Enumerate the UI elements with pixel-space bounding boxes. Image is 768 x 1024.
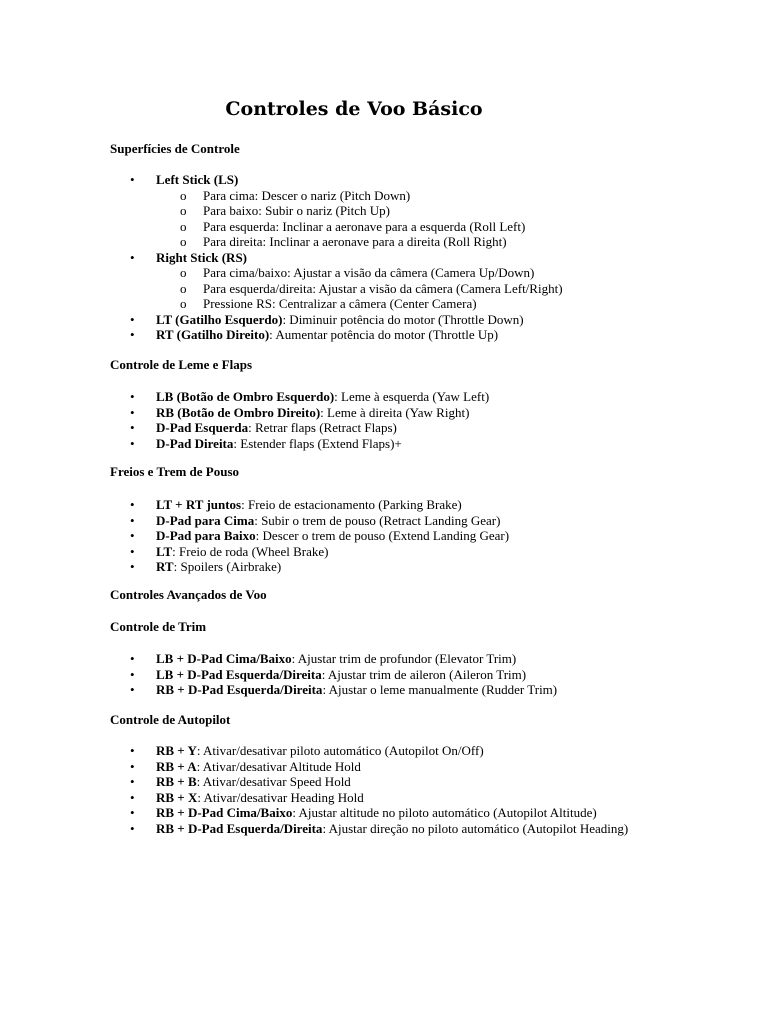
bullet-list	[0, 651, 768, 698]
control-key: Right Stick (RS)	[156, 249, 248, 265]
control-description: : Estender flaps (Extend Flaps)+	[233, 435, 402, 451]
control-key: LB + D-Pad Cima/Baixo	[156, 651, 292, 666]
control-key: LT + RT juntos	[156, 497, 242, 512]
control-description: : Ativar/desativar piloto automático (Autopilot On/Off)	[196, 743, 484, 758]
control-description: : Aumentar potência do motor (Throttle Up)	[269, 327, 499, 342]
list-item	[0, 743, 768, 759]
sub-list	[156, 188, 768, 250]
control-description: : Leme à direita (Yaw Right)	[320, 404, 470, 420]
control-description: : Ajustar trim de aileron (Aileron Trim)	[321, 666, 527, 682]
list-item	[0, 513, 768, 529]
control-key: RT (Gatilho Direito)	[156, 327, 270, 342]
bullet-list	[0, 389, 768, 451]
control-key: RB + D-Pad Esquerda/Direita	[156, 820, 323, 836]
control-key: RB + B	[156, 774, 197, 789]
section-heading: Superfícies de Controle	[110, 141, 240, 156]
list-item	[0, 405, 768, 421]
control-key: RB + Y	[156, 743, 197, 758]
section-heading: Controle de Autopilot	[110, 712, 231, 727]
page-title: Controles de Voo Básico	[225, 98, 483, 120]
control-key: RB + D-Pad Esquerda/Direita	[156, 682, 323, 697]
list-item	[0, 312, 768, 328]
list-item	[0, 389, 768, 405]
section-heading: Controle de Trim	[110, 619, 207, 634]
control-description: : Ativar/desativar Altitude Hold	[196, 758, 361, 774]
sub-list-item: o Para direita: Inclinar a aeronave para a direita (Roll Right)	[156, 234, 768, 250]
control-key: D-Pad para Cima	[156, 512, 255, 528]
control-description: : Ajustar direção no piloto automático (Autopilot Heading)	[322, 820, 629, 836]
control-description: : Freio de estacionamento (Parking Brake)	[241, 497, 462, 512]
section-heading: Controle de Leme e Flaps	[110, 357, 253, 372]
section-heading: Controles Avançados de Voo	[110, 587, 267, 602]
control-key: LT (Gatilho Esquerdo)	[156, 311, 283, 327]
control-key: D-Pad para Baixo	[156, 528, 256, 543]
control-description: : Descer o trem de pouso (Extend Landing Gear)	[255, 528, 510, 543]
control-key: RB + X	[156, 789, 198, 805]
bullet-list	[0, 743, 768, 836]
control-key: RB + A	[156, 758, 197, 774]
control-description: : Retrar flaps (Retract Flaps)	[248, 420, 397, 435]
control-description: : Diminuir potência do motor (Throttle Down)	[282, 311, 524, 327]
control-key: D-Pad Direita	[156, 435, 234, 451]
sub-list-item: o Para esquerda: Inclinar a aeronave para a esquerda (Roll Left)	[156, 219, 768, 235]
control-key: Left Stick (LS)	[156, 172, 239, 187]
list-item	[0, 774, 768, 790]
control-description: : Ajustar trim de profundor (Elevator Trim)	[291, 651, 517, 666]
list-item	[0, 682, 768, 698]
control-description: : Ajustar altitude no piloto automático (Autopilot Altitude)	[292, 805, 597, 820]
section-heading: Freios e Trem de Pouso	[110, 464, 240, 479]
control-key: LB + D-Pad Esquerda/Direita	[156, 666, 322, 682]
list-item	[0, 497, 768, 513]
list-item	[0, 420, 768, 436]
control-description: : Ativar/desativar Heading Hold	[197, 789, 364, 805]
list-item	[0, 759, 768, 775]
list-item	[0, 651, 768, 667]
list-item	[0, 790, 768, 806]
control-description: : Subir o trem de pouso (Retract Landing Gear)	[254, 512, 501, 528]
sub-list	[156, 265, 768, 312]
list-item	[0, 436, 768, 452]
control-key: RT	[156, 559, 174, 574]
list-item	[0, 821, 768, 837]
control-key: RB (Botão de Ombro Direito)	[156, 404, 321, 420]
control-description: : Freio de roda (Wheel Brake)	[172, 543, 329, 559]
control-key: LB (Botão de Ombro Esquerdo)	[156, 389, 335, 404]
list-item	[0, 667, 768, 683]
control-description: : Ajustar o leme manualmente (Rudder Trim)	[322, 682, 558, 697]
bullet-list	[0, 497, 768, 575]
control-description: : Ativar/desativar Speed Hold	[196, 774, 351, 789]
control-description: : Spoilers (Airbrake)	[173, 559, 282, 574]
bullet-list	[0, 172, 768, 343]
list-item	[0, 250, 768, 312]
sub-list-item: o Para cima: Descer o nariz (Pitch Down)	[156, 188, 768, 204]
list-item	[0, 172, 768, 250]
sub-list-item: o Pressione RS: Centralizar a câmera (Center Camera)	[156, 296, 768, 312]
control-key: RB + D-Pad Cima/Baixo	[156, 805, 293, 820]
sub-list-item: o Para esquerda/direita: Ajustar a visão da câmera (Camera Left/Right)	[156, 281, 768, 297]
sub-list-item: o Para cima/baixo: Ajustar a visão da câmera (Camera Up/Down)	[156, 265, 768, 281]
control-key: D-Pad Esquerda	[156, 420, 249, 435]
sub-list-item: o Para baixo: Subir o nariz (Pitch Up)	[156, 203, 768, 219]
control-description: : Leme à esquerda (Yaw Left)	[334, 389, 490, 404]
list-item	[0, 528, 768, 544]
list-item	[0, 544, 768, 560]
control-key: LT	[156, 543, 173, 559]
list-item	[0, 559, 768, 575]
list-item	[0, 327, 768, 343]
list-item	[0, 805, 768, 821]
